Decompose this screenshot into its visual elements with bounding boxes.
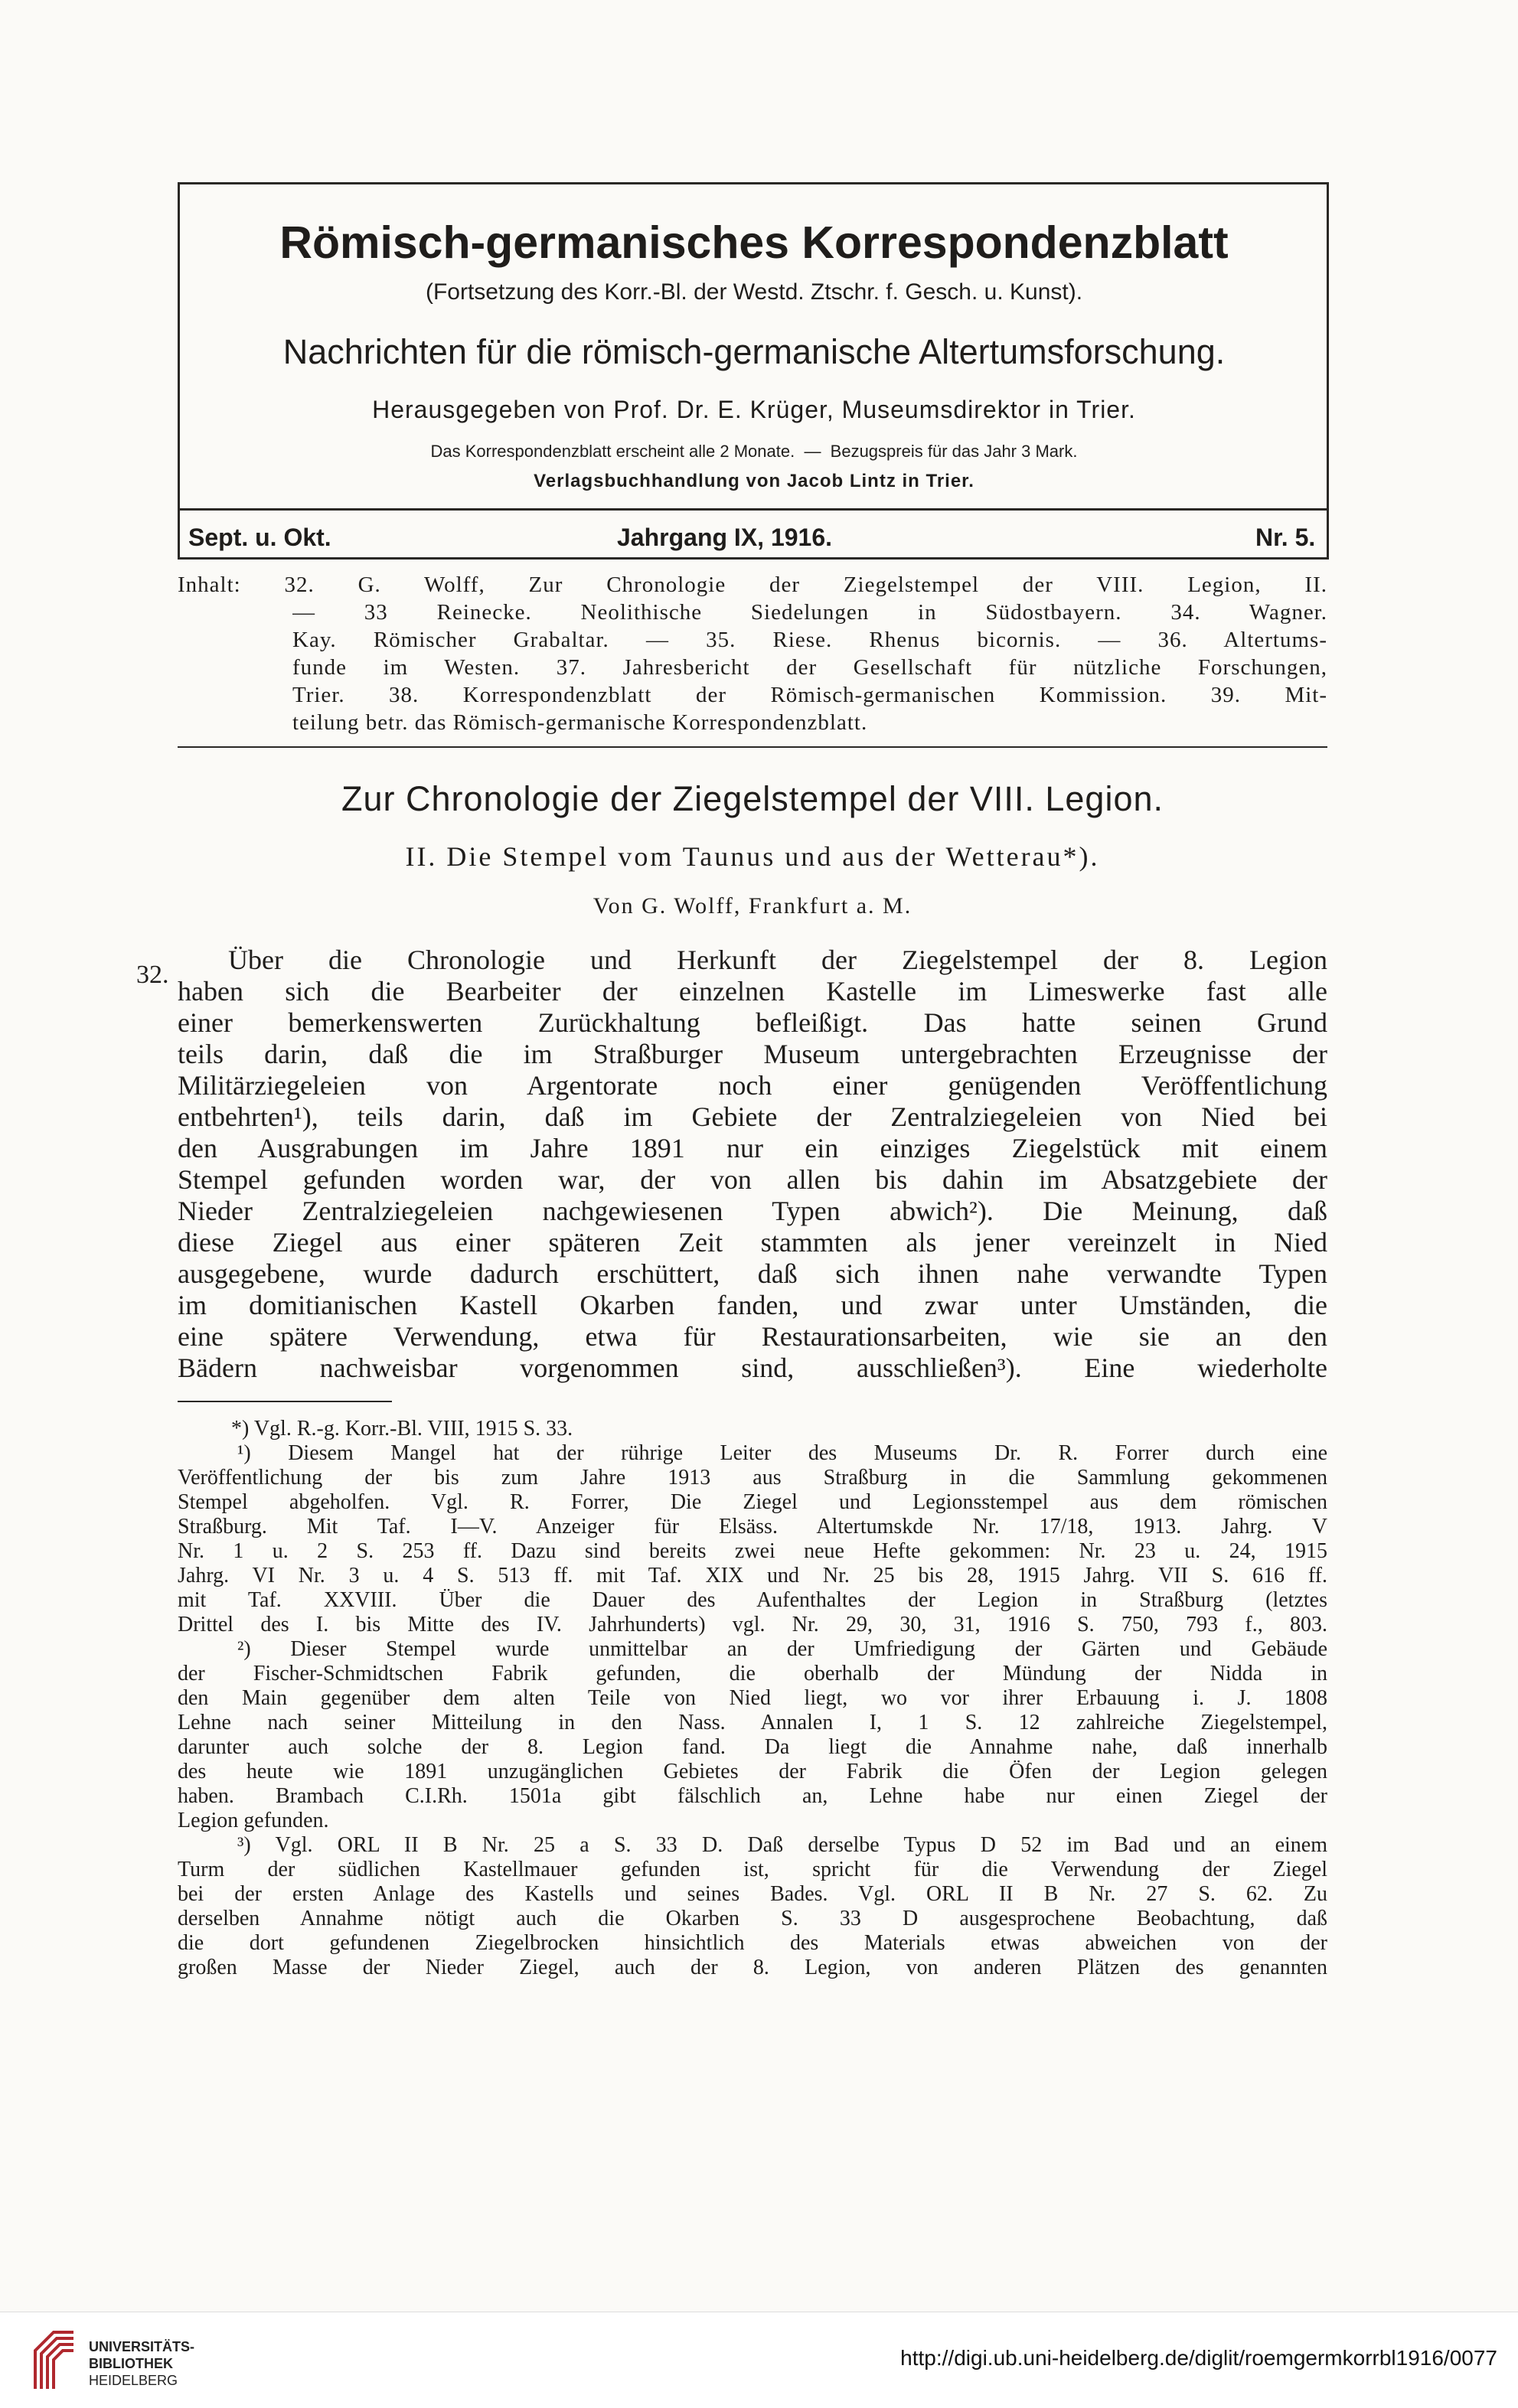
body-line: im domitianischen Kastell Okarben fanden, und zwar unter Umständen, die xyxy=(178,1290,1327,1320)
library-logo-icon xyxy=(31,2328,78,2393)
body-line: Über die Chronologie und Herkunft der Ziegelstempel der 8. Legion xyxy=(228,945,1327,975)
body-line: ausgegebene, wurde dadurch erschüttert, daß sich ihnen nahe verwandte Typen xyxy=(178,1258,1327,1289)
footnote-line: Legion gefunden. xyxy=(178,1809,329,1832)
article-part-title: II. Die Stempel vom Taunus und aus der Wetterau*). xyxy=(405,841,1100,872)
journal-continuation: (Fortsetzung des Korr.-Bl. der Westd. Ztschr. f. Gesch. u. Kunst). xyxy=(425,279,1083,305)
library-name-line: UNIVERSITÄTS- xyxy=(89,2339,195,2354)
body-line: diese Ziegel aus einer späteren Zeit stammten als jener vereinzelt in Nied xyxy=(178,1227,1327,1258)
footnote-line: bei der ersten Anlage des Kastells und seines Bades. Vgl. ORL II B Nr. 27 S. 62. Zu xyxy=(178,1883,1327,1906)
footnote-separator xyxy=(178,1401,392,1402)
contents-line: teilung betr. das Römisch-germanische Korrespondenzblatt. xyxy=(292,710,868,735)
body-line: einer bemerkenswerten Zurückhaltung befleißigt. Das hatte seinen Grund xyxy=(178,1007,1327,1038)
issue-months: Sept. u. Okt. xyxy=(188,524,331,551)
footnote-line: der Fischer-Schmidtschen Fabrik gefunden, die oberhalb der Mündung der Nidda in xyxy=(178,1662,1327,1685)
library-name-line: HEIDELBERG xyxy=(89,2373,178,2388)
body-line: Stempel gefunden worden war, der von allen bis dahin im Absatzgebiete der xyxy=(178,1164,1327,1195)
footnote-line: derselben Annahme nötigt auch die Okarben S. 33 D ausgesprochene Beobachtung, daß xyxy=(178,1907,1327,1930)
library-footer xyxy=(0,2312,1518,2408)
footnote-line: die dort gefundenen Ziegelbrocken hinsichtlich des Materials etwas abweichen von der xyxy=(178,1932,1327,1955)
article-title: Zur Chronologie der Ziegelstempel der VIII. Legion. xyxy=(341,779,1164,818)
footnote-line: ²) Dieser Stempel wurde unmittelbar an der Umfriedigung der Gärten und Gebäude xyxy=(237,1638,1327,1661)
footnote-line: Straßburg. Mit Taf. I—V. Anzeiger für Elsäss. Altertumskde Nr. 17/18, 1913. Jahrg. V xyxy=(178,1516,1327,1538)
journal-subtitle: Nachrichten für die römisch-germanische Altertumsforschung. xyxy=(282,332,1226,371)
body-line: teils darin, daß die im Straßburger Museum untergebrachten Erzeugnisse der xyxy=(178,1039,1327,1069)
footnote-line: großen Masse der Nieder Ziegel, auch der 8. Legion, von anderen Plätzen des genannten xyxy=(178,1956,1327,1979)
body-line: Bädern nachweisbar vorgenommen sind, ausschließen³). Eine wiederholte xyxy=(178,1352,1327,1383)
contents-divider xyxy=(178,746,1327,748)
issue-volume: Jahrgang IX, 1916. xyxy=(617,524,833,551)
footnote-line: ³) Vgl. ORL II B Nr. 25 a S. 33 D. Daß derselbe Typus D 52 im Bad und an einem xyxy=(237,1834,1327,1857)
library-name-line: BIBLIOTHEK xyxy=(89,2356,173,2371)
footnote-line: haben. Brambach C.I.Rh. 1501a gibt fälschlich an, Lehne habe nur einen Ziegel der xyxy=(178,1785,1327,1808)
body-line: eine spätere Verwendung, etwa für Restaurationsarbeiten, wie sie an den xyxy=(178,1321,1327,1352)
article-number: 32. xyxy=(136,961,169,989)
footnote-line: den Main gegenüber dem alten Teile von Nied liegt, wo vor ihrer Erbauung i. J. 1808 xyxy=(178,1687,1327,1710)
footnote-line: Nr. 1 u. 2 S. 253 ff. Dazu sind bereits zwei neue Hefte gekommen: Nr. 23 u. 24, 1915 xyxy=(178,1540,1327,1563)
footnote-line: ¹) Diesem Mangel hat der rührige Leiter des Museums Dr. R. Forrer durch eine xyxy=(237,1442,1327,1465)
body-line: den Ausgrabungen im Jahre 1891 nur ein einziges Ziegelstück mit einem xyxy=(178,1133,1327,1163)
body-line: haben sich die Bearbeiter der einzelnen Kastelle im Limeswerke fast alle xyxy=(178,976,1327,1007)
footnote-line: darunter auch solche der 8. Legion fand. Da liegt die Annahme nahe, daß innerhalb xyxy=(178,1736,1327,1759)
contents-line: Kay. Römischer Grabaltar. — 35. Riese. Rhenus bicornis. — 36. Altertums- xyxy=(292,628,1327,652)
journal-frequency: Das Korrespondenzblatt erscheint alle 2 Monate. — Bezugspreis für das Jahr 3 Mark. xyxy=(430,442,1078,461)
footnote-line: *) Vgl. R.-g. Korr.-Bl. VIII, 1915 S. 33. xyxy=(231,1418,573,1441)
journal-publisher: Verlagsbuchhandlung von Jacob Lintz in Trier. xyxy=(534,471,974,491)
body-line: entbehrten¹), teils darin, daß im Gebiete der Zentralziegeleien von Nied bei xyxy=(178,1101,1327,1132)
footnote-line: Turm der südlichen Kastellmauer gefunden ist, spricht für die Verwendung der Ziegel xyxy=(178,1858,1327,1881)
issue-number: Nr. 5. xyxy=(1255,524,1316,551)
body-line: Militärziegeleien von Argentorate noch einer genügenden Veröffentlichung xyxy=(178,1070,1327,1101)
footnote-line: mit Taf. XXVIII. Über die Dauer des Aufenthaltes der Legion in Straßburg (letztes xyxy=(178,1589,1327,1612)
contents-line: Inhalt: 32. G. Wolff, Zur Chronologie der Ziegelstempel der VIII. Legion, II. xyxy=(178,573,1327,597)
source-url-link[interactable]: http://digi.ub.uni-heidelberg.de/diglit/roemgermkorrbl1916/0077 xyxy=(900,2346,1497,2370)
footnote-line: Drittel des I. bis Mitte des IV. Jahrhunderts) vgl. Nr. 29, 30, 31, 1916 S. 750, 793 f., 803. xyxy=(178,1613,1327,1636)
footnote-line: Veröffentlichung der bis zum Jahre 1913 aus Straßburg in die Sammlung gekommenen xyxy=(178,1467,1327,1490)
journal-title: Römisch-germanisches Korrespondenzblatt xyxy=(279,217,1229,268)
footnote-line: Stempel abgeholfen. Vgl. R. Forrer, Die Ziegel und Legionsstempel aus dem römischen xyxy=(178,1491,1327,1514)
contents-line: Trier. 38. Korrespondenzblatt der Römisch-germanischen Kommission. 39. Mit- xyxy=(292,683,1327,707)
contents-line: — 33 Reinecke. Neolithische Siedelungen in Südostbayern. 34. Wagner. xyxy=(292,600,1327,625)
footnote-line: Lehne nach seiner Mitteilung in den Nass. Annalen I, 1 S. 12 zahlreiche Ziegelstempel, xyxy=(178,1711,1327,1734)
article-byline: Von G. Wolff, Frankfurt a. M. xyxy=(593,893,912,918)
body-line: Nieder Zentralziegeleien nachgewiesenen Typen abwich²). Die Meinung, daß xyxy=(178,1196,1327,1226)
contents-line: funde im Westen. 37. Jahresbericht der Gesellschaft für nützliche Forschungen, xyxy=(292,655,1327,680)
footnote-line: des heute wie 1891 unzugänglichen Gebietes der Fabrik die Öfen der Legion gelegen xyxy=(178,1760,1327,1783)
journal-editor: Herausgegeben von Prof. Dr. E. Krüger, Museumsdirektor in Trier. xyxy=(372,396,1136,423)
footnote-line: Jahrg. VI Nr. 3 u. 4 S. 513 ff. mit Taf. XIX und Nr. 25 bis 28, 1915 Jahrg. VII S. 616 ff. xyxy=(178,1565,1327,1587)
